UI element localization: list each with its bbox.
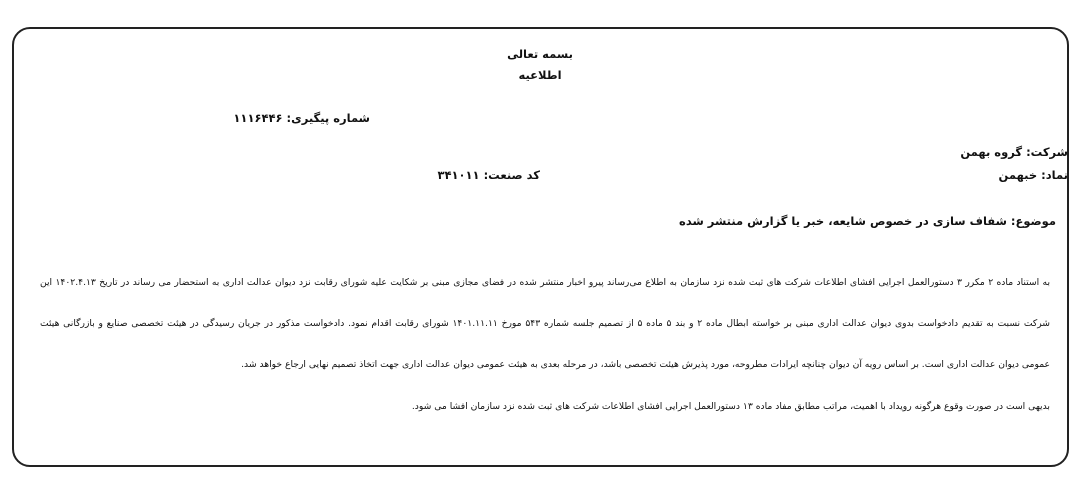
industry-code: کد صنعت: ۳۴۱۰۱۱ xyxy=(437,168,540,182)
company-name: شرکت: گروه بهمن xyxy=(960,145,1068,159)
body-line-3: عمومی دیوان عدالت اداری است. بر اساس رویه آن دیوان چنانچه ایرادات مطروحه، مورد پذیرش هیئت تخصصی باشد، در مرحله بعدی به هیئت عمومی دیوان عدالت اداری جهت اتخاذ تصمیم نهایی ارجاع خواهد شد. xyxy=(241,359,1050,370)
ticker-symbol: نماد: خبهمن xyxy=(998,168,1068,182)
invocation-heading: بسمه تعالی xyxy=(507,47,573,61)
tracking-number: شماره پیگیری: ۱۱۱۶۴۴۶ xyxy=(233,111,370,125)
subject-line: موضوع: شفاف سازی در خصوص شایعه، خبر یا گزارش منتشر شده xyxy=(679,214,1056,228)
announcement-title: اطلاعیه xyxy=(518,68,562,82)
body-line-2: شرکت نسبت به تقدیم دادخواست بدوی دیوان عدالت اداری مبنی بر خواسته ابطال ماده ۲ و بند ۵ ماده ۵ از تصمیم جلسه شماره ۵۴۳ مورخ ۱۴۰۱.۱۱.۱۱ شورای رقابت اقدام نمود. دادخواست مذکور در جریان رسیدگی در هیئت تخصصی صنایع و بازرگانی هیئت xyxy=(40,318,1050,329)
body-line-1: به استناد ماده ۲ مکرر ۳ دستورالعمل اجرایی افشای اطلاعات شرکت های ثبت شده نزد سازمان به اطلاع می‌رساند پیرو اخبار منتشر شده در فضای مجازی مبنی بر شکایت علیه شورای رقابت نزد دیوان عدالت اداری به استحضار می رساند در تاریخ ۱۴۰۲.۴.۱۳ این xyxy=(40,277,1051,288)
body-line-4: بدیهی است در صورت وقوع هرگونه رویداد با اهمیت، مراتب مطابق مفاد ماده ۱۳ دستورالعمل اجرایی افشای اطلاعات شرکت های ثبت شده نزد سازمان افشا می شود. xyxy=(411,401,1050,412)
